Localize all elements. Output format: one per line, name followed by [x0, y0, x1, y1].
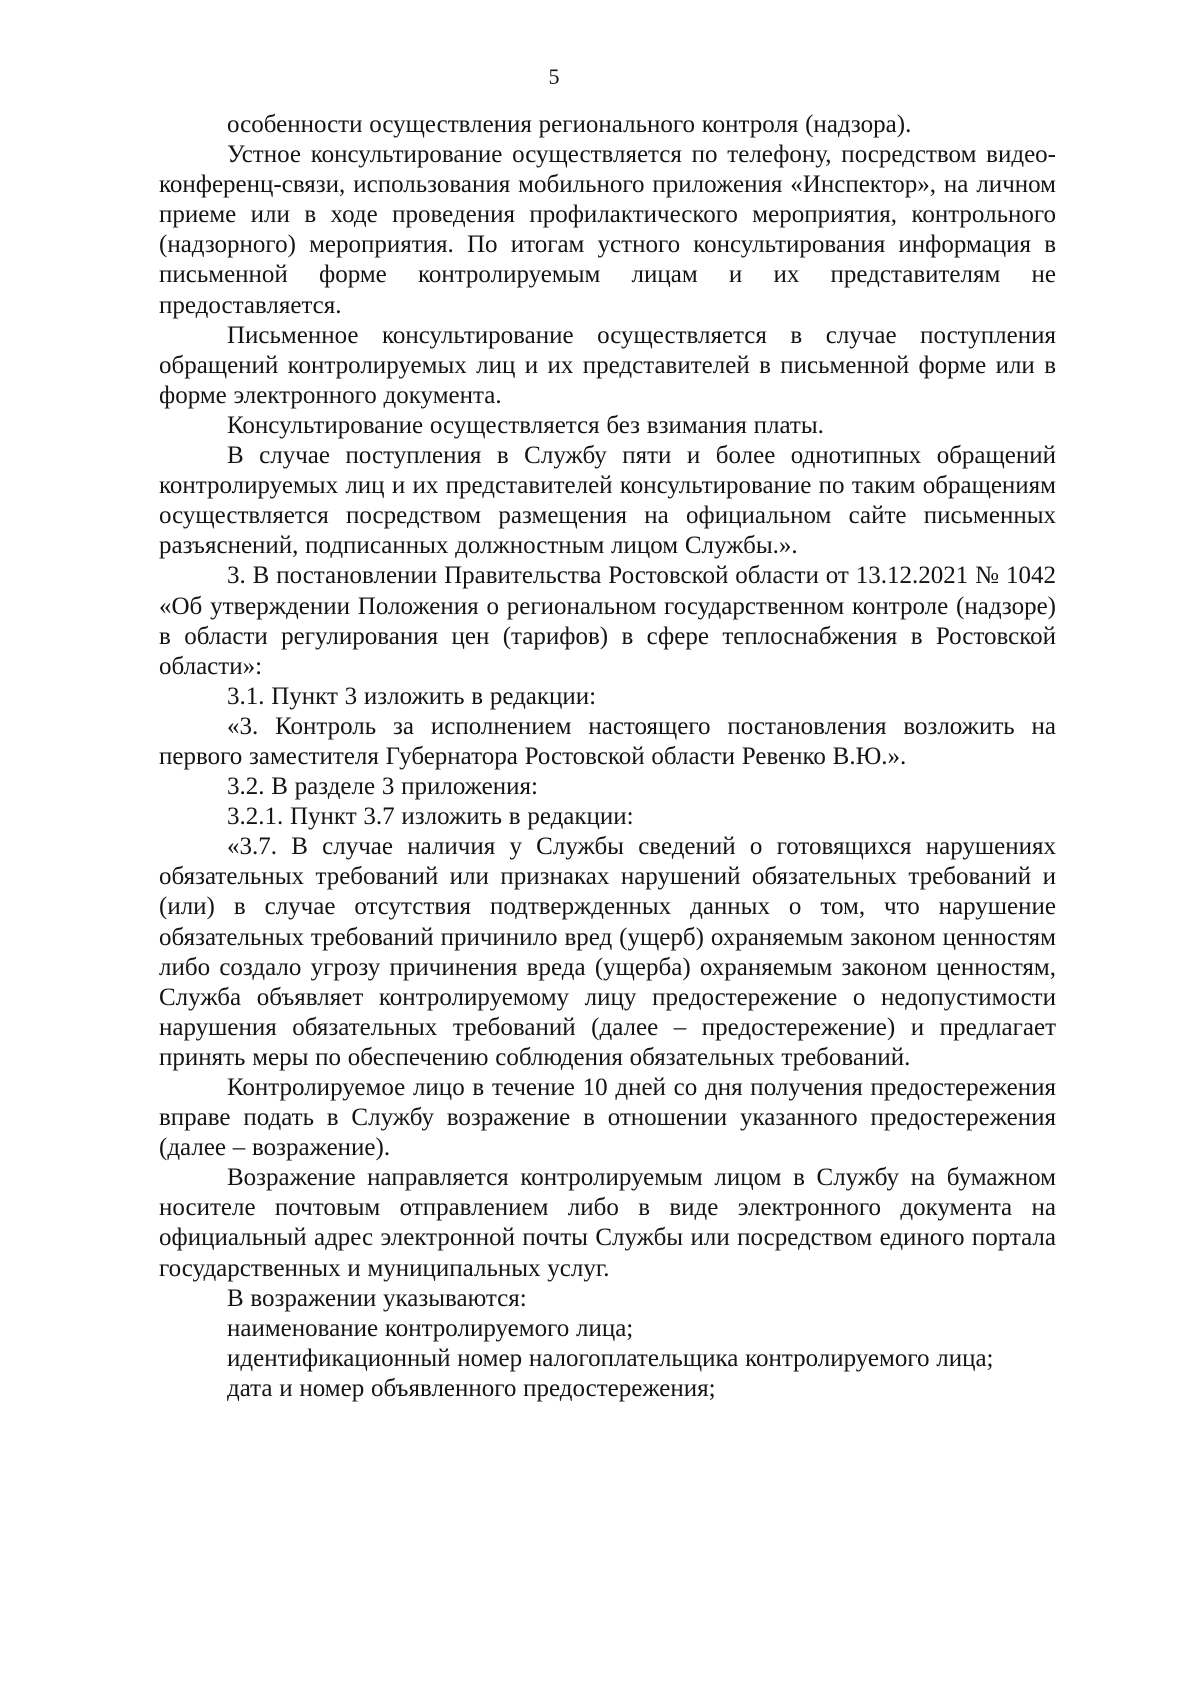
paragraph: наименование контролируемого лица;: [227, 1314, 634, 1342]
paragraph: 3.2. В разделе 3 приложения:: [227, 773, 538, 801]
paragraph: особенности осуществления регионального контроля (надзора).: [227, 111, 912, 138]
paragraph: дата и номер объявленного предостережения;: [227, 1374, 716, 1402]
document-body: [159, 110, 1056, 1404]
paragraph: 3.1. Пункт 3 изложить в редакции:: [227, 682, 597, 710]
paragraph: 3.2.1. Пункт 3.7 изложить в редакции:: [227, 803, 634, 831]
paragraph: идентификационный номер налогоплательщика контролируемого лица;: [227, 1344, 994, 1372]
paragraph: Письменное консультирование осуществляется в случае поступления обращений контролируемых лиц и их представителей в письменной форме или в форме электронного документа.: [159, 321, 1056, 409]
page-number: 5: [548, 64, 560, 89]
paragraph: В возражении указываются:: [227, 1284, 527, 1312]
paragraph: Контролируемое лицо в течение 10 дней со дня получения предостережения вправе подать в Службу возражение в отношении указанного предостережения (далее – возражение).: [159, 1074, 1056, 1162]
paragraph: Возражение направляется контролируемым лицом в Службу на бумажном носителе почтовым отправлением либо в виде электронного документа на официальный адрес электронной почты Службы или посредством единого портала государственных и муниципальных услуг.: [159, 1164, 1056, 1282]
paragraph: «3.7. В случае наличия у Службы сведений о готовящихся нарушениях обязательных требований или признаках нарушений обязательных требований и (или) в случае отсутствия подтвержденных данных о том, что нарушение обязательных требований причинило вред (ущерб) охраняемым законом ценностям либо создало угрозу причинения вреда (ущерба) охраняемым законом ценностям, Служба объявляет контролируемому лицу предостережение о недопустимости нарушения обязательных требований (далее – предостережение) и предлагает принять меры по обеспечению соблюдения обязательных требований.: [159, 833, 1056, 1071]
paragraph: Консультирование осуществляется без взимания платы.: [227, 411, 824, 439]
paragraph: В случае поступления в Службу пяти и более однотипных обращений контролируемых лиц и их представителей консультирование по таким обращениям осуществляется посредством размещения на официальном сайте письменных разъяснений, подписанных должностным лицом Службы.».: [159, 442, 1056, 560]
paragraph: «3. Контроль за исполнением настоящего постановления возложить на первого заместителя Губернатора Ростовской области Ревенко В.Ю.».: [159, 712, 1056, 770]
paragraph: Устное консультирование осуществляется по телефону, посредством видео-конференц-связи, использования мобильного приложения «Инспектор», на личном приеме или в ходе проведения профилактического мероприятия, контрольного (надзорного) мероприятия. По итогам устного консультирования информация в письменной форме контролируемым лицам и их представителям не предоставляется.: [159, 141, 1056, 319]
paragraph: 3. В постановлении Правительства Ростовской области от 13.12.2021 № 1042 «Об утверждении Положения о региональном государственном контроле (надзоре) в области регулирования цен (тарифов) в сфере теплоснабжения в Ростовской области»:: [159, 562, 1056, 680]
